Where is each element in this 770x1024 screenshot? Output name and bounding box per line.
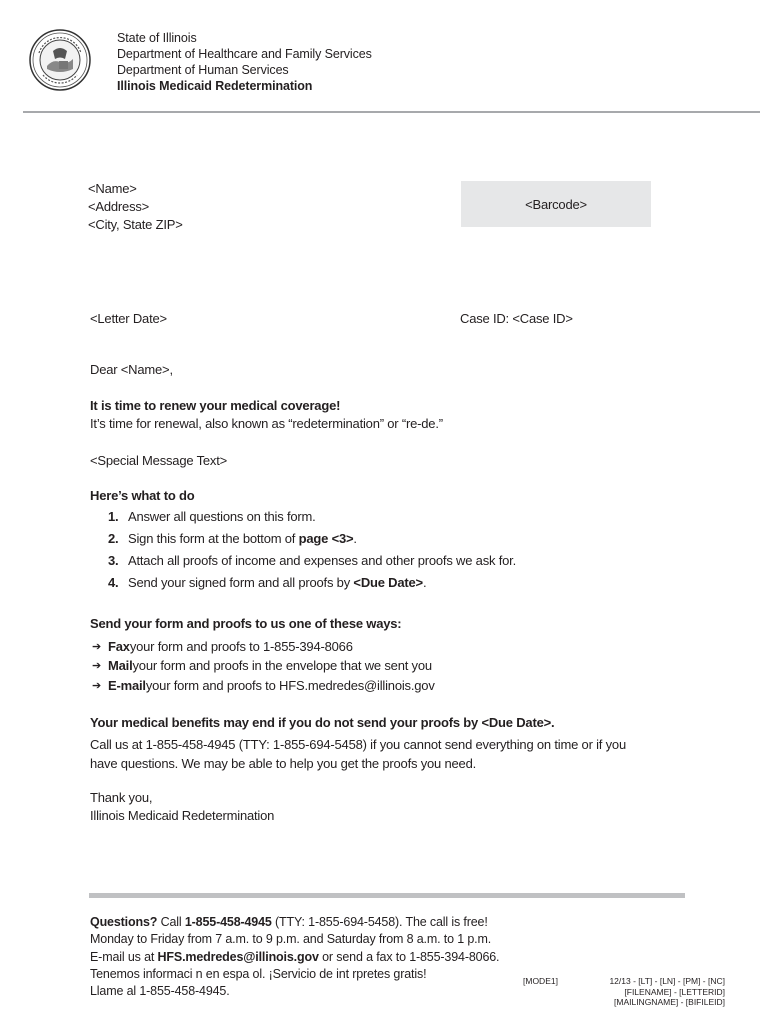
footer-divider	[89, 893, 685, 898]
header-line-hfs: Department of Healthcare and Family Services	[117, 47, 372, 61]
todo-item-text: Answer all questions on this form.	[128, 509, 316, 524]
todo-item-text: Attach all proofs of income and expenses and other proofs we ask for.	[128, 553, 516, 568]
mode-code: [MODE1]	[523, 976, 558, 986]
todo-heading: Here’s what to do	[90, 488, 195, 503]
footer-contact	[90, 914, 499, 1000]
header-line-dhs: Department of Human Services	[117, 63, 289, 77]
warning-text: Call us at 1-855-458-4945 (TTY: 1-855-694-5458) if you cannot send everything on time or if you have questions. We may be able to help you get the proofs you need.	[90, 737, 626, 771]
closing-thanks: Thank you,	[90, 790, 153, 805]
footer-spanish-line2: Llame al 1-855-458-4945.	[90, 983, 230, 998]
header-divider	[23, 111, 760, 113]
footer-phone: 1-855-458-4945	[184, 915, 272, 929]
send-method-text: your form and proofs in the envelope that we sent you	[132, 658, 432, 674]
illinois-state-seal-icon	[29, 29, 91, 91]
todo-item	[108, 552, 516, 574]
send-method-label: Mail	[108, 658, 133, 674]
todo-item	[108, 530, 516, 552]
footer-questions-line: Questions? Call 1-855-458-4945 (TTY: 1-855-694-5458). The call is free!	[90, 915, 488, 929]
recipient-address	[88, 180, 183, 234]
recipient-street: <Address>	[88, 199, 150, 214]
barcode-placeholder	[461, 181, 651, 227]
todo-item	[108, 508, 516, 530]
send-method-text: your form and proofs to 1-855-394-8066	[129, 638, 353, 654]
arrow-right-icon: ➔	[92, 640, 102, 653]
renewal-subtext: It’s time for renewal, also known as “redetermination” or “re-de.”	[90, 416, 443, 431]
agency-header	[117, 30, 372, 94]
renewal-heading: It is time to renew your medical coverage!	[90, 398, 341, 413]
header-line-state: State of Illinois	[117, 31, 197, 45]
todo-item-number: 2.	[108, 531, 119, 546]
todo-item-number: 3.	[108, 553, 119, 568]
header-program-name: Illinois Medicaid Redetermination	[117, 79, 313, 93]
arrow-right-icon: ➔	[92, 660, 102, 673]
closing-signature: Illinois Medicaid Redetermination	[90, 808, 275, 823]
code-line-3: [MAILINGNAME] - [BIFILEID]	[614, 997, 725, 1007]
recipient-name: <Name>	[88, 181, 137, 196]
arrow-right-icon: ➔	[92, 679, 102, 692]
recipient-city-state-zip: <City, State ZIP>	[88, 217, 183, 232]
footer-email: HFS.medredes@illinois.gov	[157, 949, 319, 964]
todo-item-text: Send your signed form and all proofs by <Due Date>.	[128, 575, 427, 590]
case-id	[460, 311, 573, 326]
send-methods-list	[92, 637, 435, 696]
todo-item-number: 1.	[108, 509, 119, 524]
footer-spanish	[90, 966, 499, 1000]
send-method-text: your form and proofs to HFS.medredes@illinois.gov	[145, 677, 435, 693]
todo-item-text: Sign this form at the bottom of page <3>.	[128, 531, 357, 546]
send-method-fax	[92, 637, 435, 657]
footer-hours: Monday to Friday from 7 a.m. to 9 p.m. and Saturday from 8 a.m. to 1 p.m.	[90, 932, 492, 947]
case-id-value: <Case ID>	[512, 311, 573, 326]
footer-email-line: E-mail us at HFS.medredes@illinois.gov or send a fax to 1-855-394-8066.	[90, 949, 500, 964]
case-id-label: Case ID:	[460, 311, 513, 326]
send-methods-heading: Send your form and proofs to us one of these ways:	[90, 616, 402, 631]
greeting: Dear <Name>,	[90, 362, 173, 377]
document-codes	[560, 976, 725, 1008]
code-line-2: [FILENAME] - [LETTERID]	[624, 986, 725, 997]
send-method-label: Fax	[108, 638, 130, 654]
send-method-label: E-mail	[108, 677, 146, 693]
letter-date: <Letter Date>	[90, 311, 167, 326]
todo-item-number: 4.	[108, 575, 119, 590]
warning-heading: Your medical benefits may end if you do not send your proofs by <Due Date>.	[90, 715, 555, 730]
barcode-label: <Barcode>	[525, 196, 587, 212]
todo-list	[108, 508, 516, 596]
special-message: <Special Message Text>	[90, 453, 228, 468]
send-method-mail	[92, 657, 435, 677]
closing	[90, 789, 274, 825]
footer-spanish-line1: Tenemos informaci n en espa ol. ¡Servicio de int rpretes gratis!	[90, 966, 427, 981]
todo-item	[108, 574, 516, 596]
footer-questions-label: Questions?	[90, 915, 158, 929]
code-line-1: 12/13 - [LT] - [LN] - [PM] - [NC]	[609, 976, 725, 986]
send-method-email	[92, 676, 435, 696]
